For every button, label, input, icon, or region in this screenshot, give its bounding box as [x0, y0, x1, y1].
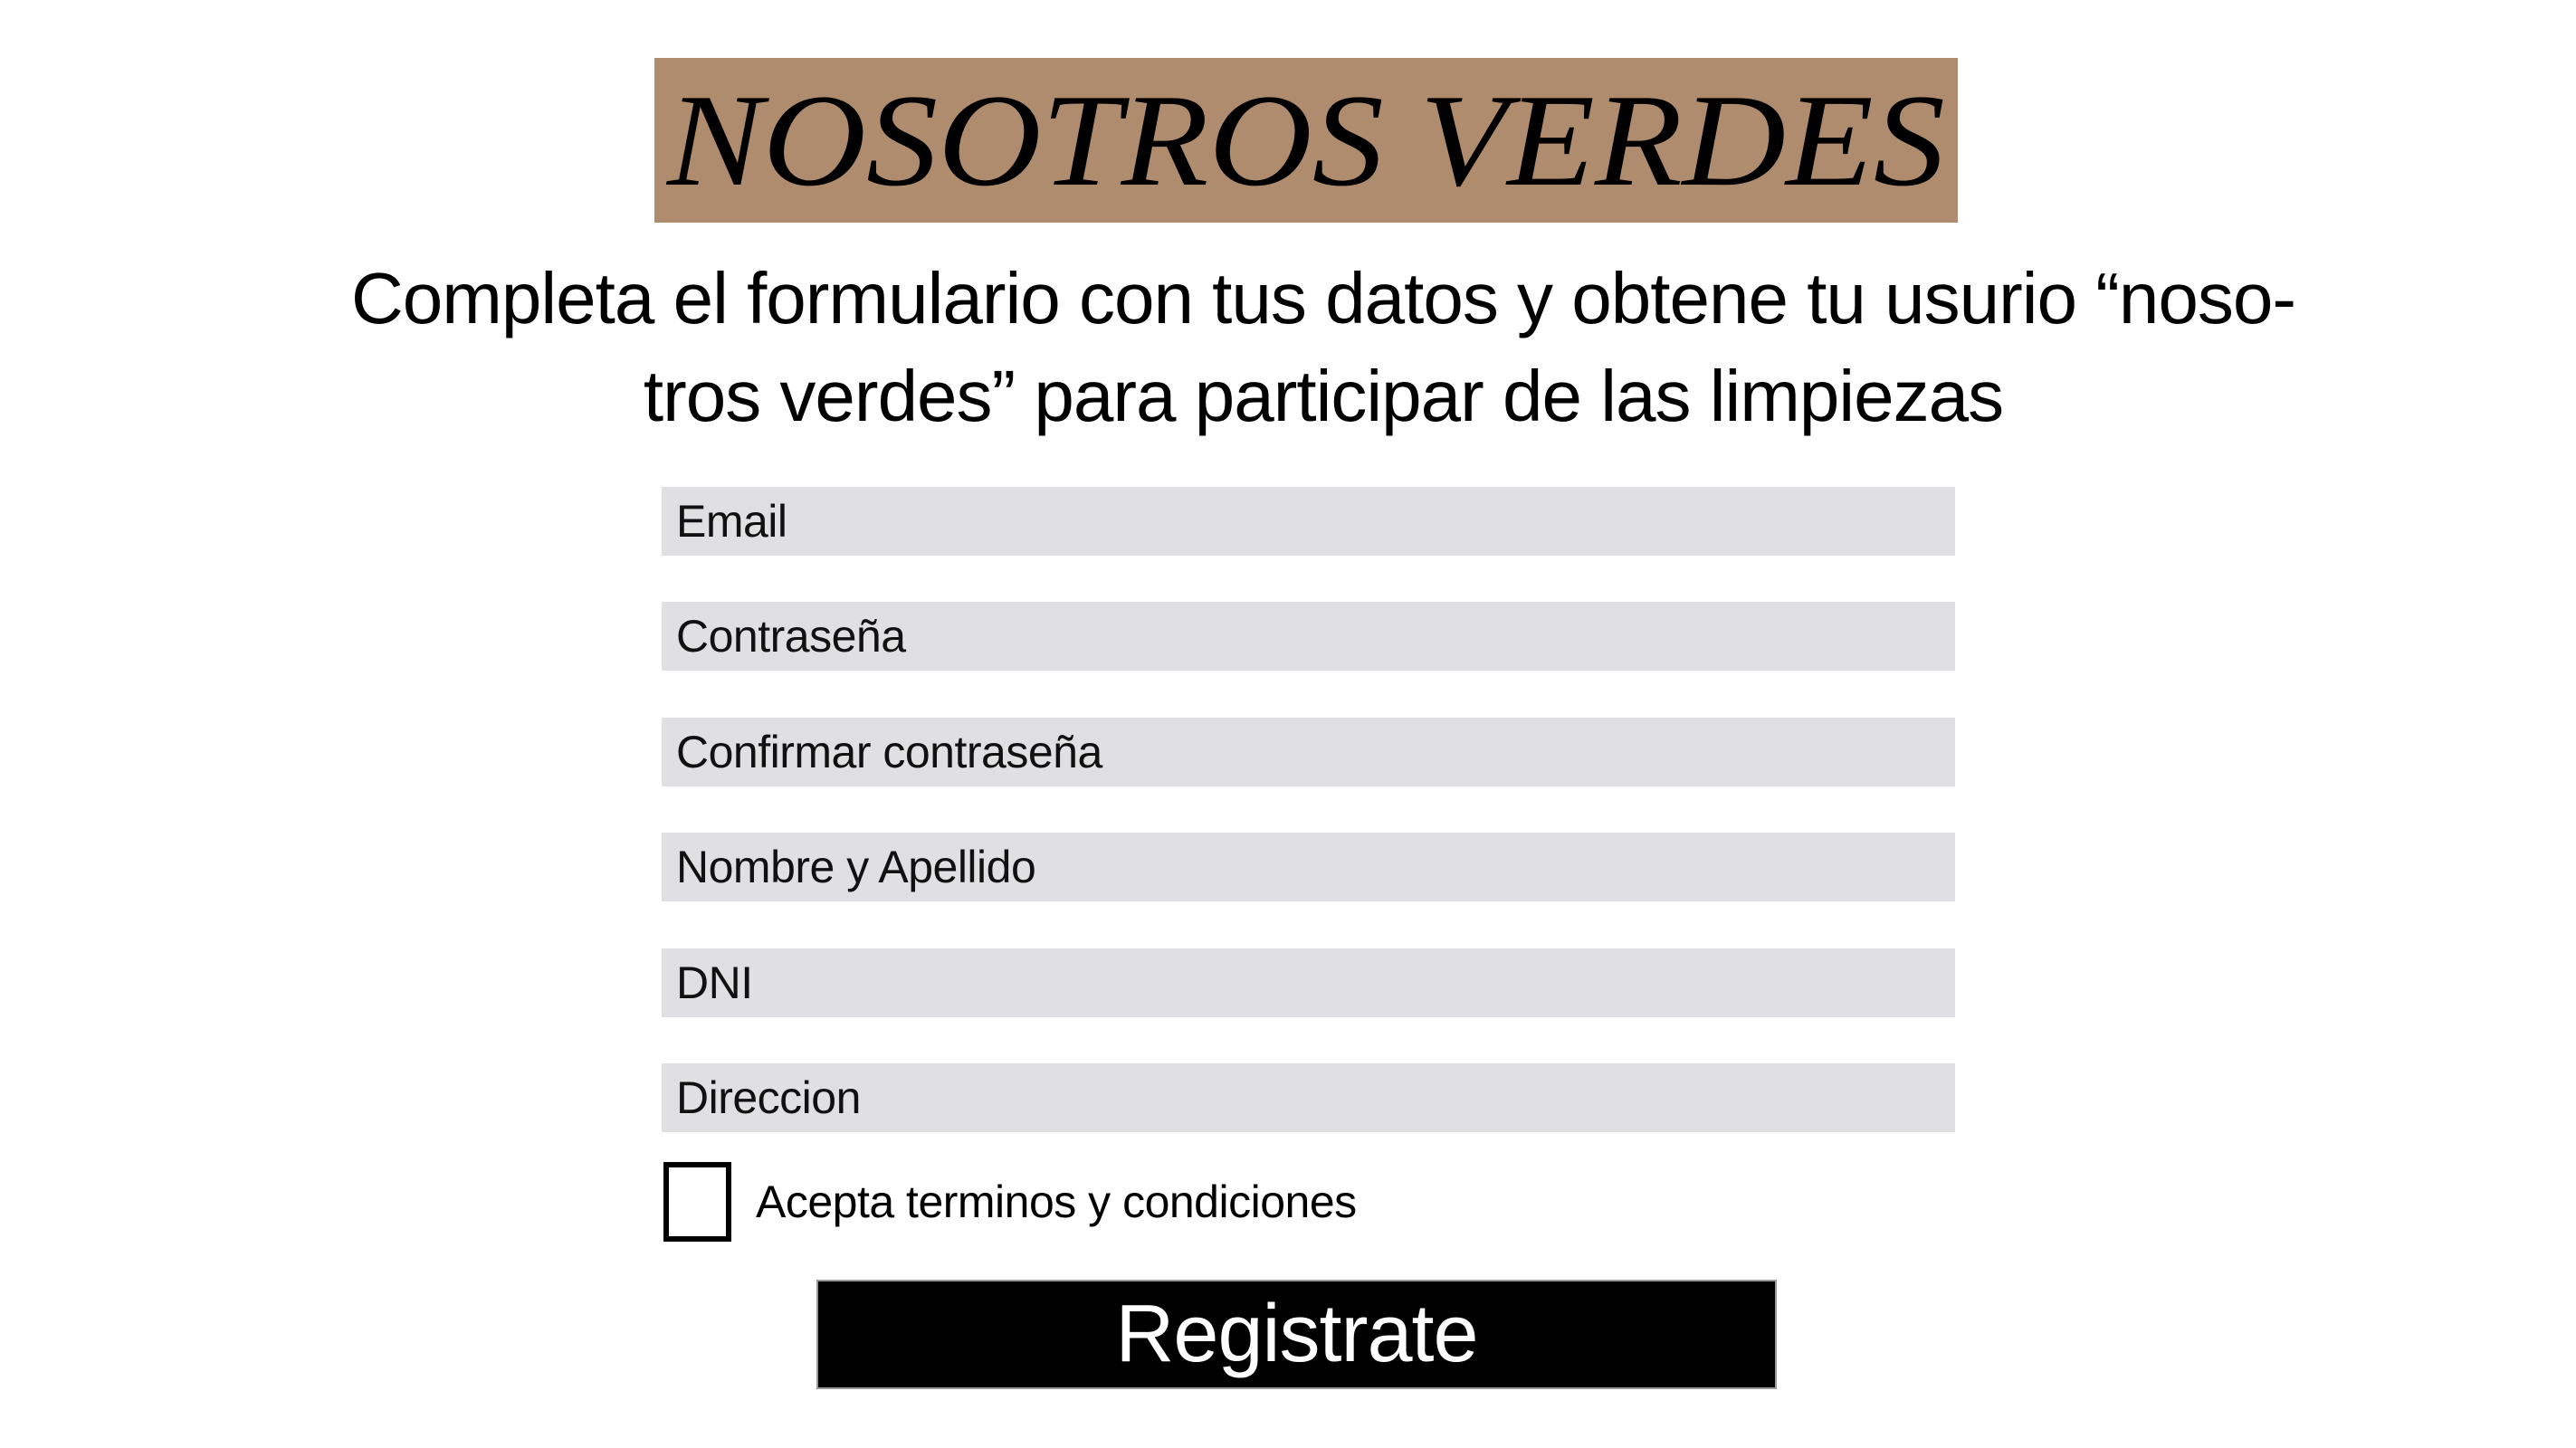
- dni-field[interactable]: [662, 948, 1955, 1017]
- page-title: NOSOTROS VERDES: [664, 67, 1946, 214]
- terms-checkbox[interactable]: [663, 1162, 731, 1242]
- address-field[interactable]: [662, 1063, 1955, 1132]
- register-button[interactable]: [816, 1280, 1777, 1389]
- confirm-password-field-label: Confirmar contraseña: [676, 727, 1102, 777]
- email-field[interactable]: [662, 487, 1955, 556]
- terms-checkbox-label: Acepta terminos y condiciones: [756, 1176, 1357, 1227]
- email-field-label: Email: [676, 496, 787, 547]
- full-name-field-label: Nombre y Apellido: [676, 842, 1036, 892]
- full-name-field[interactable]: [662, 833, 1955, 901]
- terms-row: [663, 1162, 1357, 1242]
- address-field-label: Direccion: [676, 1072, 861, 1123]
- title-banner: [654, 58, 1958, 223]
- form-instructions-line1: Completa el formulario con tus datos y obtene tu usurio “noso-: [350, 258, 2296, 338]
- password-field[interactable]: [662, 602, 1955, 671]
- title-banner-graphic: [654, 58, 1958, 223]
- register-button-label: Registrate: [1115, 1289, 1478, 1379]
- form-instructions: [0, 250, 2576, 445]
- dni-field-label: DNI: [676, 957, 753, 1008]
- confirm-password-field[interactable]: [662, 718, 1955, 786]
- password-field-label: Contraseña: [676, 611, 906, 662]
- form-instructions-line2: tros verdes” para participar de las limpiezas: [643, 356, 2004, 436]
